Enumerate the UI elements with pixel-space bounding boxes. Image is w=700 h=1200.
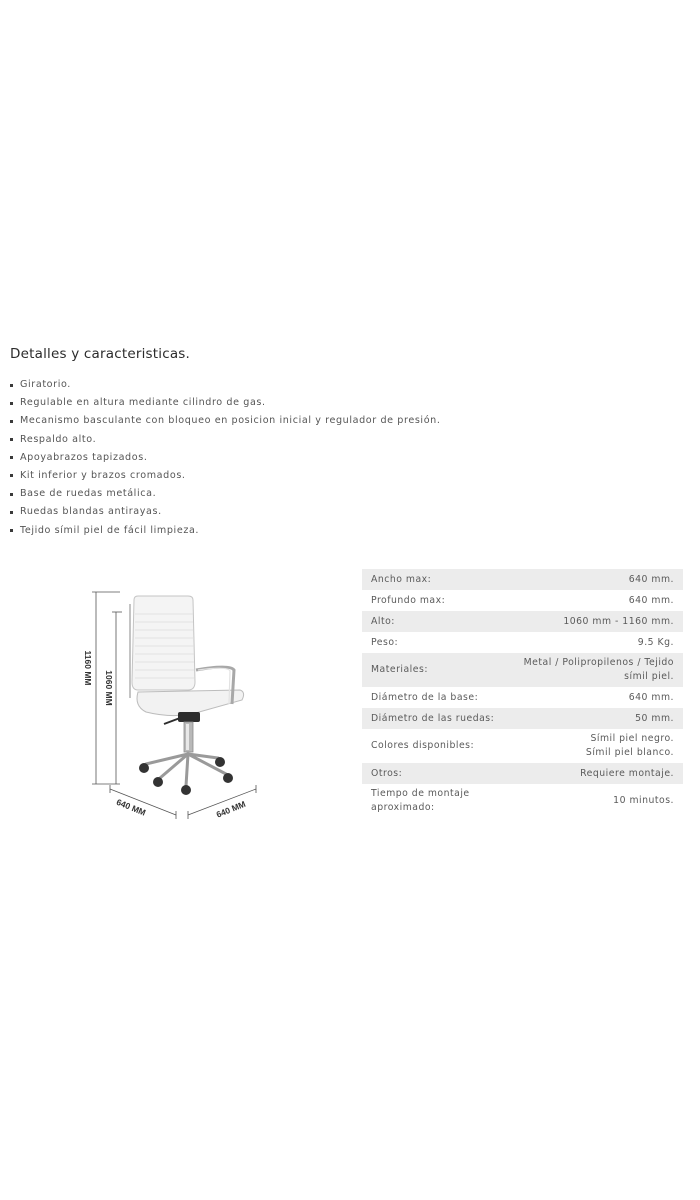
spec-value — [508, 729, 683, 763]
spec-label: Alto: — [371, 615, 395, 627]
spec-label: Otros: — [371, 767, 403, 779]
feature-item — [10, 376, 441, 394]
spec-row — [362, 611, 683, 632]
feature-text: Respaldo alto. — [20, 433, 97, 445]
spec-value — [508, 653, 683, 687]
feature-item — [10, 485, 441, 503]
feature-text: Base de ruedas metálica. — [20, 488, 157, 500]
spec-label-line: aproximado: — [371, 802, 435, 813]
bullet-icon — [10, 529, 13, 532]
spec-value: 640 mm. — [628, 573, 674, 585]
feature-item — [10, 467, 441, 485]
feature-item — [10, 449, 441, 467]
feature-text: Kit inferior y brazos cromados. — [20, 469, 186, 481]
spec-label-line: Tiempo de montaje — [371, 788, 470, 799]
spec-label: Profundo max: — [371, 594, 446, 606]
chair-illustration — [130, 596, 244, 795]
spec-value: 10 minutos. — [613, 795, 674, 806]
section-title: Detalles y caracteristicas. — [10, 346, 191, 362]
spec-row — [362, 687, 683, 708]
feature-item — [10, 394, 441, 412]
feature-text: Apoyabrazos tapizados. — [20, 451, 148, 463]
bullet-icon — [10, 493, 13, 496]
spec-value-line: Símil piel negro. — [590, 733, 674, 744]
spec-row — [362, 708, 683, 729]
spec-label: Colores disponibles: — [371, 740, 475, 751]
spec-label: Diámetro de las ruedas: — [371, 712, 495, 724]
bullet-icon — [10, 474, 13, 477]
bullet-icon — [10, 438, 13, 441]
feature-item — [10, 522, 441, 540]
feature-item — [10, 503, 441, 521]
width-label: 640 MM — [214, 798, 247, 820]
spec-label: Materiales: — [371, 664, 428, 675]
spec-row — [362, 784, 683, 818]
spec-label — [362, 784, 508, 818]
spec-value: Requiere montaje. — [580, 767, 674, 779]
spec-value: 640 mm. — [628, 691, 674, 703]
bullet-icon — [10, 402, 13, 405]
feature-text: Ruedas blandas antirayas. — [20, 506, 162, 518]
bullet-icon — [10, 456, 13, 459]
spec-row — [362, 632, 683, 653]
feature-text: Regulable en altura mediante cilindro de gas. — [20, 397, 266, 409]
bullet-icon — [10, 511, 13, 514]
spec-value-line: Metal / Polipropilenos / Tejido — [523, 657, 674, 668]
spec-row — [362, 590, 683, 611]
feature-item — [10, 412, 441, 430]
chair-dimension-diagram — [80, 586, 350, 822]
spec-row — [362, 569, 683, 590]
depth-label: 640 MM — [115, 796, 148, 818]
feature-text: Tejido símil piel de fácil limpieza. — [20, 524, 200, 536]
feature-text: Mecanismo basculante con bloqueo en posicion inicial y regulador de presión. — [20, 415, 441, 427]
features-list — [10, 376, 441, 540]
feature-item — [10, 431, 441, 449]
spec-label: Diámetro de la base: — [371, 691, 479, 703]
bullet-icon — [10, 384, 13, 387]
bullet-icon — [10, 420, 13, 423]
spec-value: 50 mm. — [635, 712, 674, 724]
spec-row — [362, 763, 683, 784]
spec-row — [362, 653, 683, 687]
height-total-label: 1160 MM — [83, 650, 93, 686]
spec-label: Peso: — [371, 636, 399, 648]
spec-row — [362, 729, 683, 763]
spec-value: 1060 mm - 1160 mm. — [563, 615, 674, 627]
spec-value: 9.5 Kg. — [637, 636, 674, 648]
spec-value: 640 mm. — [628, 594, 674, 606]
spec-label: Ancho max: — [371, 573, 432, 585]
spec-value-line: Símil piel blanco. — [585, 747, 674, 758]
specs-table — [362, 569, 683, 818]
feature-text: Giratorio. — [20, 379, 71, 390]
height-seat-label: 1060 MM — [104, 670, 114, 706]
spec-value-line: símil piel. — [624, 671, 674, 682]
